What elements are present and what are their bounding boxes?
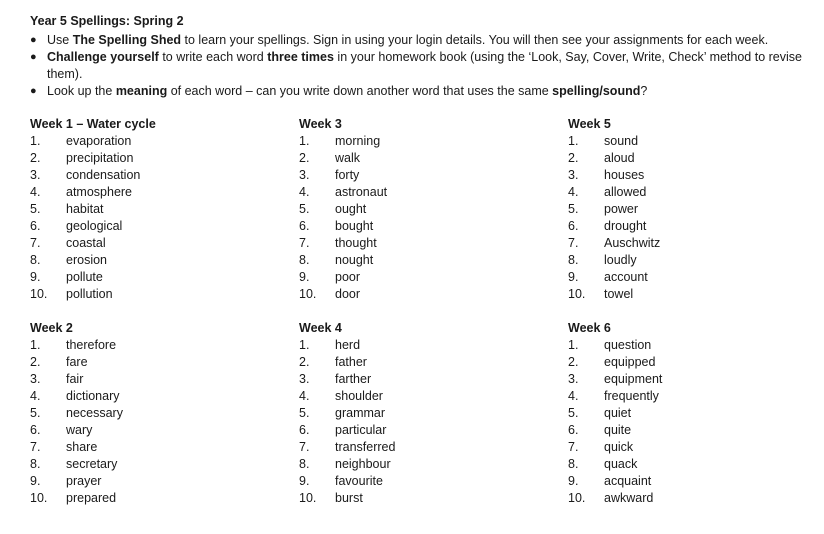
word-number: 3. <box>568 372 579 386</box>
week-2-list <box>30 320 280 507</box>
word-item <box>299 473 549 490</box>
word-number: 3. <box>30 168 41 182</box>
word-number: 6. <box>30 423 41 437</box>
word-text: ought <box>335 202 367 216</box>
word-text: shoulder <box>335 389 383 403</box>
word-number: 6. <box>299 423 310 437</box>
word-item <box>299 184 549 201</box>
word-text: nought <box>335 253 374 267</box>
bullet-icon: ● <box>30 85 37 97</box>
word-list <box>30 133 280 303</box>
word-item <box>299 218 549 235</box>
week-title: Week 2 <box>30 321 73 335</box>
word-text: grammar <box>335 406 386 420</box>
word-number: 10. <box>568 491 586 505</box>
word-text: door <box>335 287 361 301</box>
word-number: 2. <box>30 355 41 369</box>
word-number: 6. <box>568 219 579 233</box>
word-item <box>299 405 549 422</box>
word-text: allowed <box>604 185 647 199</box>
word-text: habitat <box>66 202 104 216</box>
word-number: 3. <box>30 372 41 386</box>
word-number: 8. <box>568 457 579 471</box>
word-text: bought <box>335 219 374 233</box>
word-number: 1. <box>30 338 41 352</box>
word-item <box>568 150 818 167</box>
word-text: poor <box>335 270 361 284</box>
instruction-challenge: ● Challenge yourself to write each word three times in your homework book (using the ‘Look, Say, Cover, Write, Check’ method to revise them). <box>30 50 802 81</box>
word-text: astronaut <box>335 185 388 199</box>
word-number: 10. <box>30 491 48 505</box>
document-title: Year 5 Spellings: Spring 2 <box>30 14 184 28</box>
spelling-shed-name: The Spelling Shed <box>72 33 182 47</box>
word-item <box>299 456 549 473</box>
word-text: particular <box>335 423 387 437</box>
week-3-list <box>299 116 549 303</box>
word-number: 3. <box>568 168 579 182</box>
word-item <box>568 388 818 405</box>
word-number: 4. <box>568 185 579 199</box>
word-text: quack <box>604 457 638 471</box>
word-number: 10. <box>30 287 48 301</box>
word-item <box>30 167 280 184</box>
word-item <box>30 252 280 269</box>
word-number: 9. <box>568 270 579 284</box>
word-number: 4. <box>30 185 41 199</box>
word-text: herd <box>335 338 361 352</box>
word-text: power <box>604 202 639 216</box>
word-text: account <box>604 270 648 284</box>
word-number: 9. <box>299 474 310 488</box>
word-text: pollution <box>66 287 113 301</box>
word-number: 5. <box>30 202 41 216</box>
word-item <box>568 490 818 507</box>
word-number: 1. <box>299 134 310 148</box>
word-list <box>568 337 818 507</box>
week-1-list <box>30 116 280 303</box>
word-item <box>299 422 549 439</box>
word-text: quick <box>604 440 634 454</box>
word-item <box>30 150 280 167</box>
word-item <box>568 252 818 269</box>
word-number: 8. <box>299 253 310 267</box>
word-number: 5. <box>568 202 579 216</box>
word-number: 8. <box>30 457 41 471</box>
word-text: prayer <box>66 474 102 488</box>
word-item <box>568 405 818 422</box>
week-title: Week 6 <box>568 321 611 335</box>
word-item <box>568 286 818 303</box>
word-item <box>299 337 549 354</box>
word-text: equipped <box>604 355 656 369</box>
word-text: necessary <box>66 406 123 420</box>
word-number: 2. <box>299 151 310 165</box>
word-text: geological <box>66 219 123 233</box>
word-text: favourite <box>335 474 383 488</box>
word-number: 7. <box>299 236 310 250</box>
word-text: fair <box>66 372 84 386</box>
word-number: 7. <box>30 440 41 454</box>
word-text: share <box>66 440 98 454</box>
word-number: 6. <box>30 219 41 233</box>
word-text: therefore <box>66 338 117 352</box>
word-text: secretary <box>66 457 118 471</box>
word-item <box>299 133 549 150</box>
word-number: 5. <box>30 406 41 420</box>
word-item <box>30 354 280 371</box>
bullet-icon: ● <box>30 51 37 63</box>
word-number: 4. <box>30 389 41 403</box>
word-item <box>299 150 549 167</box>
word-item <box>299 201 549 218</box>
word-item <box>568 218 818 235</box>
word-item <box>299 354 549 371</box>
word-number: 8. <box>299 457 310 471</box>
word-number: 2. <box>568 151 579 165</box>
word-item <box>30 235 280 252</box>
word-number: 10. <box>299 287 317 301</box>
word-item <box>299 252 549 269</box>
word-number: 6. <box>299 219 310 233</box>
word-text: frequently <box>604 389 659 403</box>
word-text: burst <box>335 491 363 505</box>
word-text: forty <box>335 168 360 182</box>
word-item <box>30 184 280 201</box>
word-number: 4. <box>299 389 310 403</box>
week-5-list <box>568 116 818 303</box>
word-item <box>30 286 280 303</box>
word-number: 1. <box>568 134 579 148</box>
word-item <box>30 405 280 422</box>
word-item <box>30 456 280 473</box>
word-item <box>299 490 549 507</box>
word-text: sound <box>604 134 639 148</box>
week-title: Week 5 <box>568 117 611 131</box>
word-text: towel <box>604 287 634 301</box>
word-text: morning <box>335 134 381 148</box>
word-item <box>30 269 280 286</box>
word-text: walk <box>335 151 361 165</box>
word-number: 9. <box>30 474 41 488</box>
word-number: 5. <box>299 202 310 216</box>
instruction-spelling-shed: ● Use The Spelling Shed to learn your spellings. Sign in using your login details. You will then see your assignments for each week. <box>30 33 769 47</box>
word-number: 7. <box>568 440 579 454</box>
word-item <box>30 388 280 405</box>
word-item <box>568 201 818 218</box>
word-list <box>568 133 818 303</box>
word-number: 2. <box>568 355 579 369</box>
word-item <box>568 371 818 388</box>
word-item <box>30 337 280 354</box>
word-number: 5. <box>568 406 579 420</box>
word-item <box>299 439 549 456</box>
word-text: evaporation <box>66 134 132 148</box>
word-list <box>30 337 280 507</box>
word-list <box>299 337 549 507</box>
word-item <box>30 439 280 456</box>
word-text: erosion <box>66 253 107 267</box>
word-text: fare <box>66 355 88 369</box>
word-text: aloud <box>604 151 635 165</box>
word-text: pollute <box>66 270 103 284</box>
word-number: 4. <box>299 185 310 199</box>
word-text: houses <box>604 168 645 182</box>
word-item <box>568 133 818 150</box>
word-item <box>30 133 280 150</box>
word-number: 9. <box>299 270 310 284</box>
word-item <box>299 388 549 405</box>
word-item <box>568 354 818 371</box>
week-title: Week 4 <box>299 321 342 335</box>
word-item <box>299 286 549 303</box>
bullet-icon: ● <box>30 34 37 46</box>
word-text: farther <box>335 372 372 386</box>
word-number: 3. <box>299 372 310 386</box>
word-item <box>30 473 280 490</box>
week-title: Week 1 – Water cycle <box>30 117 156 131</box>
word-number: 9. <box>30 270 41 284</box>
word-item <box>299 235 549 252</box>
word-text: wary <box>66 423 93 437</box>
word-item <box>568 337 818 354</box>
word-text: dictionary <box>66 389 120 403</box>
word-item <box>30 422 280 439</box>
word-number: 1. <box>299 338 310 352</box>
word-item <box>30 201 280 218</box>
word-item <box>30 490 280 507</box>
week-4-list <box>299 320 549 507</box>
word-text: father <box>335 355 367 369</box>
word-text: quiet <box>604 406 632 420</box>
word-item <box>299 269 549 286</box>
word-text: Auschwitz <box>604 236 661 250</box>
word-text: prepared <box>66 491 117 505</box>
word-number: 10. <box>299 491 317 505</box>
word-list <box>299 133 549 303</box>
word-item <box>568 456 818 473</box>
word-number: 4. <box>568 389 579 403</box>
word-number: 6. <box>568 423 579 437</box>
word-text: atmosphere <box>66 185 133 199</box>
word-item <box>30 218 280 235</box>
word-item <box>568 167 818 184</box>
word-number: 8. <box>30 253 41 267</box>
word-text: equipment <box>604 372 663 386</box>
word-text: coastal <box>66 236 106 250</box>
word-number: 2. <box>30 151 41 165</box>
word-number: 7. <box>568 236 579 250</box>
word-text: thought <box>335 236 377 250</box>
word-text: transferred <box>335 440 396 454</box>
word-item <box>568 473 818 490</box>
word-item <box>568 422 818 439</box>
word-number: 5. <box>299 406 310 420</box>
word-number: 1. <box>568 338 579 352</box>
word-text: precipitation <box>66 151 134 165</box>
instruction-meaning: ● Look up the meaning of each word – can you write down another word that uses the same spelling/sound? <box>30 84 648 98</box>
word-text: question <box>604 338 652 352</box>
word-number: 2. <box>299 355 310 369</box>
word-text: acquaint <box>604 474 652 488</box>
word-text: loudly <box>604 253 637 267</box>
word-number: 9. <box>568 474 579 488</box>
word-text: quite <box>604 423 632 437</box>
word-item <box>568 235 818 252</box>
word-number: 8. <box>568 253 579 267</box>
word-item <box>299 371 549 388</box>
week-6-list <box>568 320 818 507</box>
word-text: awkward <box>604 491 654 505</box>
word-item <box>568 269 818 286</box>
word-number: 1. <box>30 134 41 148</box>
word-item <box>568 439 818 456</box>
word-number: 10. <box>568 287 586 301</box>
word-number: 7. <box>299 440 310 454</box>
week-title: Week 3 <box>299 117 342 131</box>
word-text: drought <box>604 219 647 233</box>
word-number: 3. <box>299 168 310 182</box>
word-number: 7. <box>30 236 41 250</box>
word-text: neighbour <box>335 457 391 471</box>
instructions-list <box>30 32 810 100</box>
word-item <box>299 167 549 184</box>
word-text: condensation <box>66 168 141 182</box>
word-item <box>568 184 818 201</box>
word-item <box>30 371 280 388</box>
